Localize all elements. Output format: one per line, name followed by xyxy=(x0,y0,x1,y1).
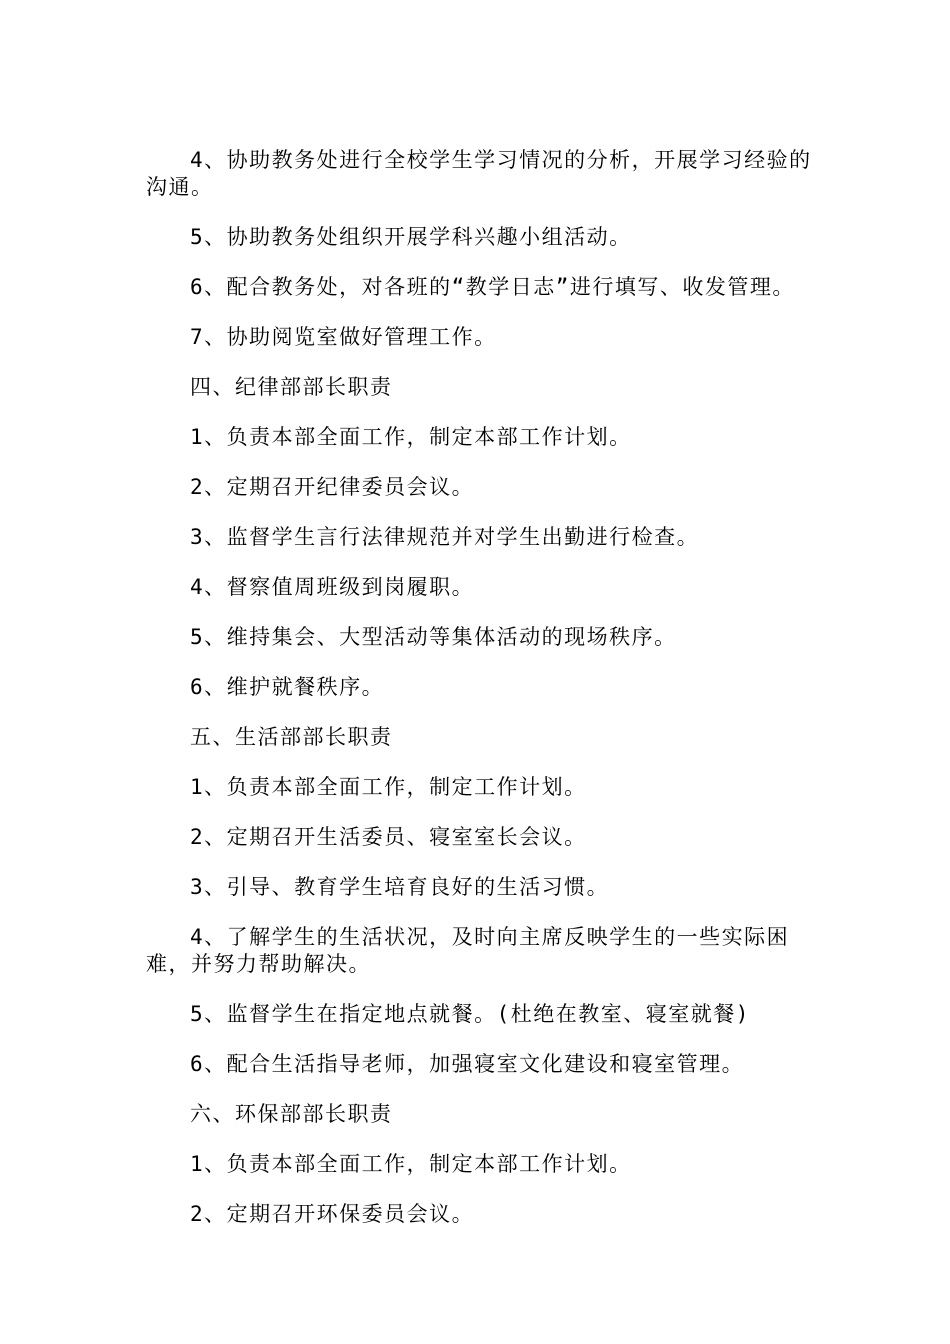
paragraph-7: 2、定期召开纪律委员会议。 xyxy=(190,475,475,499)
paragraph-18: 6、配合生活指导老师，加强寝室文化建设和寝室管理。 xyxy=(190,1052,745,1076)
paragraph-4: 7、协助阅览室做好管理工作。 xyxy=(190,325,497,349)
paragraph-1: 4、协助教务处进行全校学生学习情况的分析，开展学习经验的沟通。 xyxy=(146,148,812,199)
paragraph-21: 2、定期召开环保委员会议。 xyxy=(190,1202,475,1226)
section-heading-life: 五、生活部部长职责 xyxy=(190,725,393,749)
paragraph-2: 5、协助教务处组织开展学科兴趣小组活动。 xyxy=(190,225,632,249)
paragraph-6: 1、负责本部全面工作，制定本部工作计划。 xyxy=(190,425,632,449)
paragraph-9: 4、督察值周班级到岗履职。 xyxy=(190,575,475,599)
paragraph-16: 4、了解学生的生活状况，及时向主席反映学生的一些实际困难，并努力帮助解决。 xyxy=(146,925,790,976)
document-body xyxy=(146,147,818,1228)
paragraph-10: 5、维持集会、大型活动等集体活动的现场秩序。 xyxy=(190,625,677,649)
section-heading-discipline: 四、纪律部部长职责 xyxy=(190,375,393,399)
paragraph-3: 6、配合教务处，对各班的“教学日志”进行填写、收发管理。 xyxy=(190,275,795,299)
paragraph-17: 5、监督学生在指定地点就餐。(杜绝在教室、寝室就餐) xyxy=(190,1002,750,1026)
section-heading-environment: 六、环保部部长职责 xyxy=(190,1102,393,1126)
paragraph-14: 2、定期召开生活委员、寝室室长会议。 xyxy=(190,825,587,849)
paragraph-11: 6、维护就餐秩序。 xyxy=(190,675,385,699)
paragraph-8: 3、监督学生言行法律规范并对学生出勤进行检查。 xyxy=(190,525,700,549)
paragraph-20: 1、负责本部全面工作，制定本部工作计划。 xyxy=(190,1152,632,1176)
paragraph-13: 1、负责本部全面工作，制定工作计划。 xyxy=(190,775,587,799)
paragraph-15: 3、引导、教育学生培育良好的生活习惯。 xyxy=(190,875,610,899)
